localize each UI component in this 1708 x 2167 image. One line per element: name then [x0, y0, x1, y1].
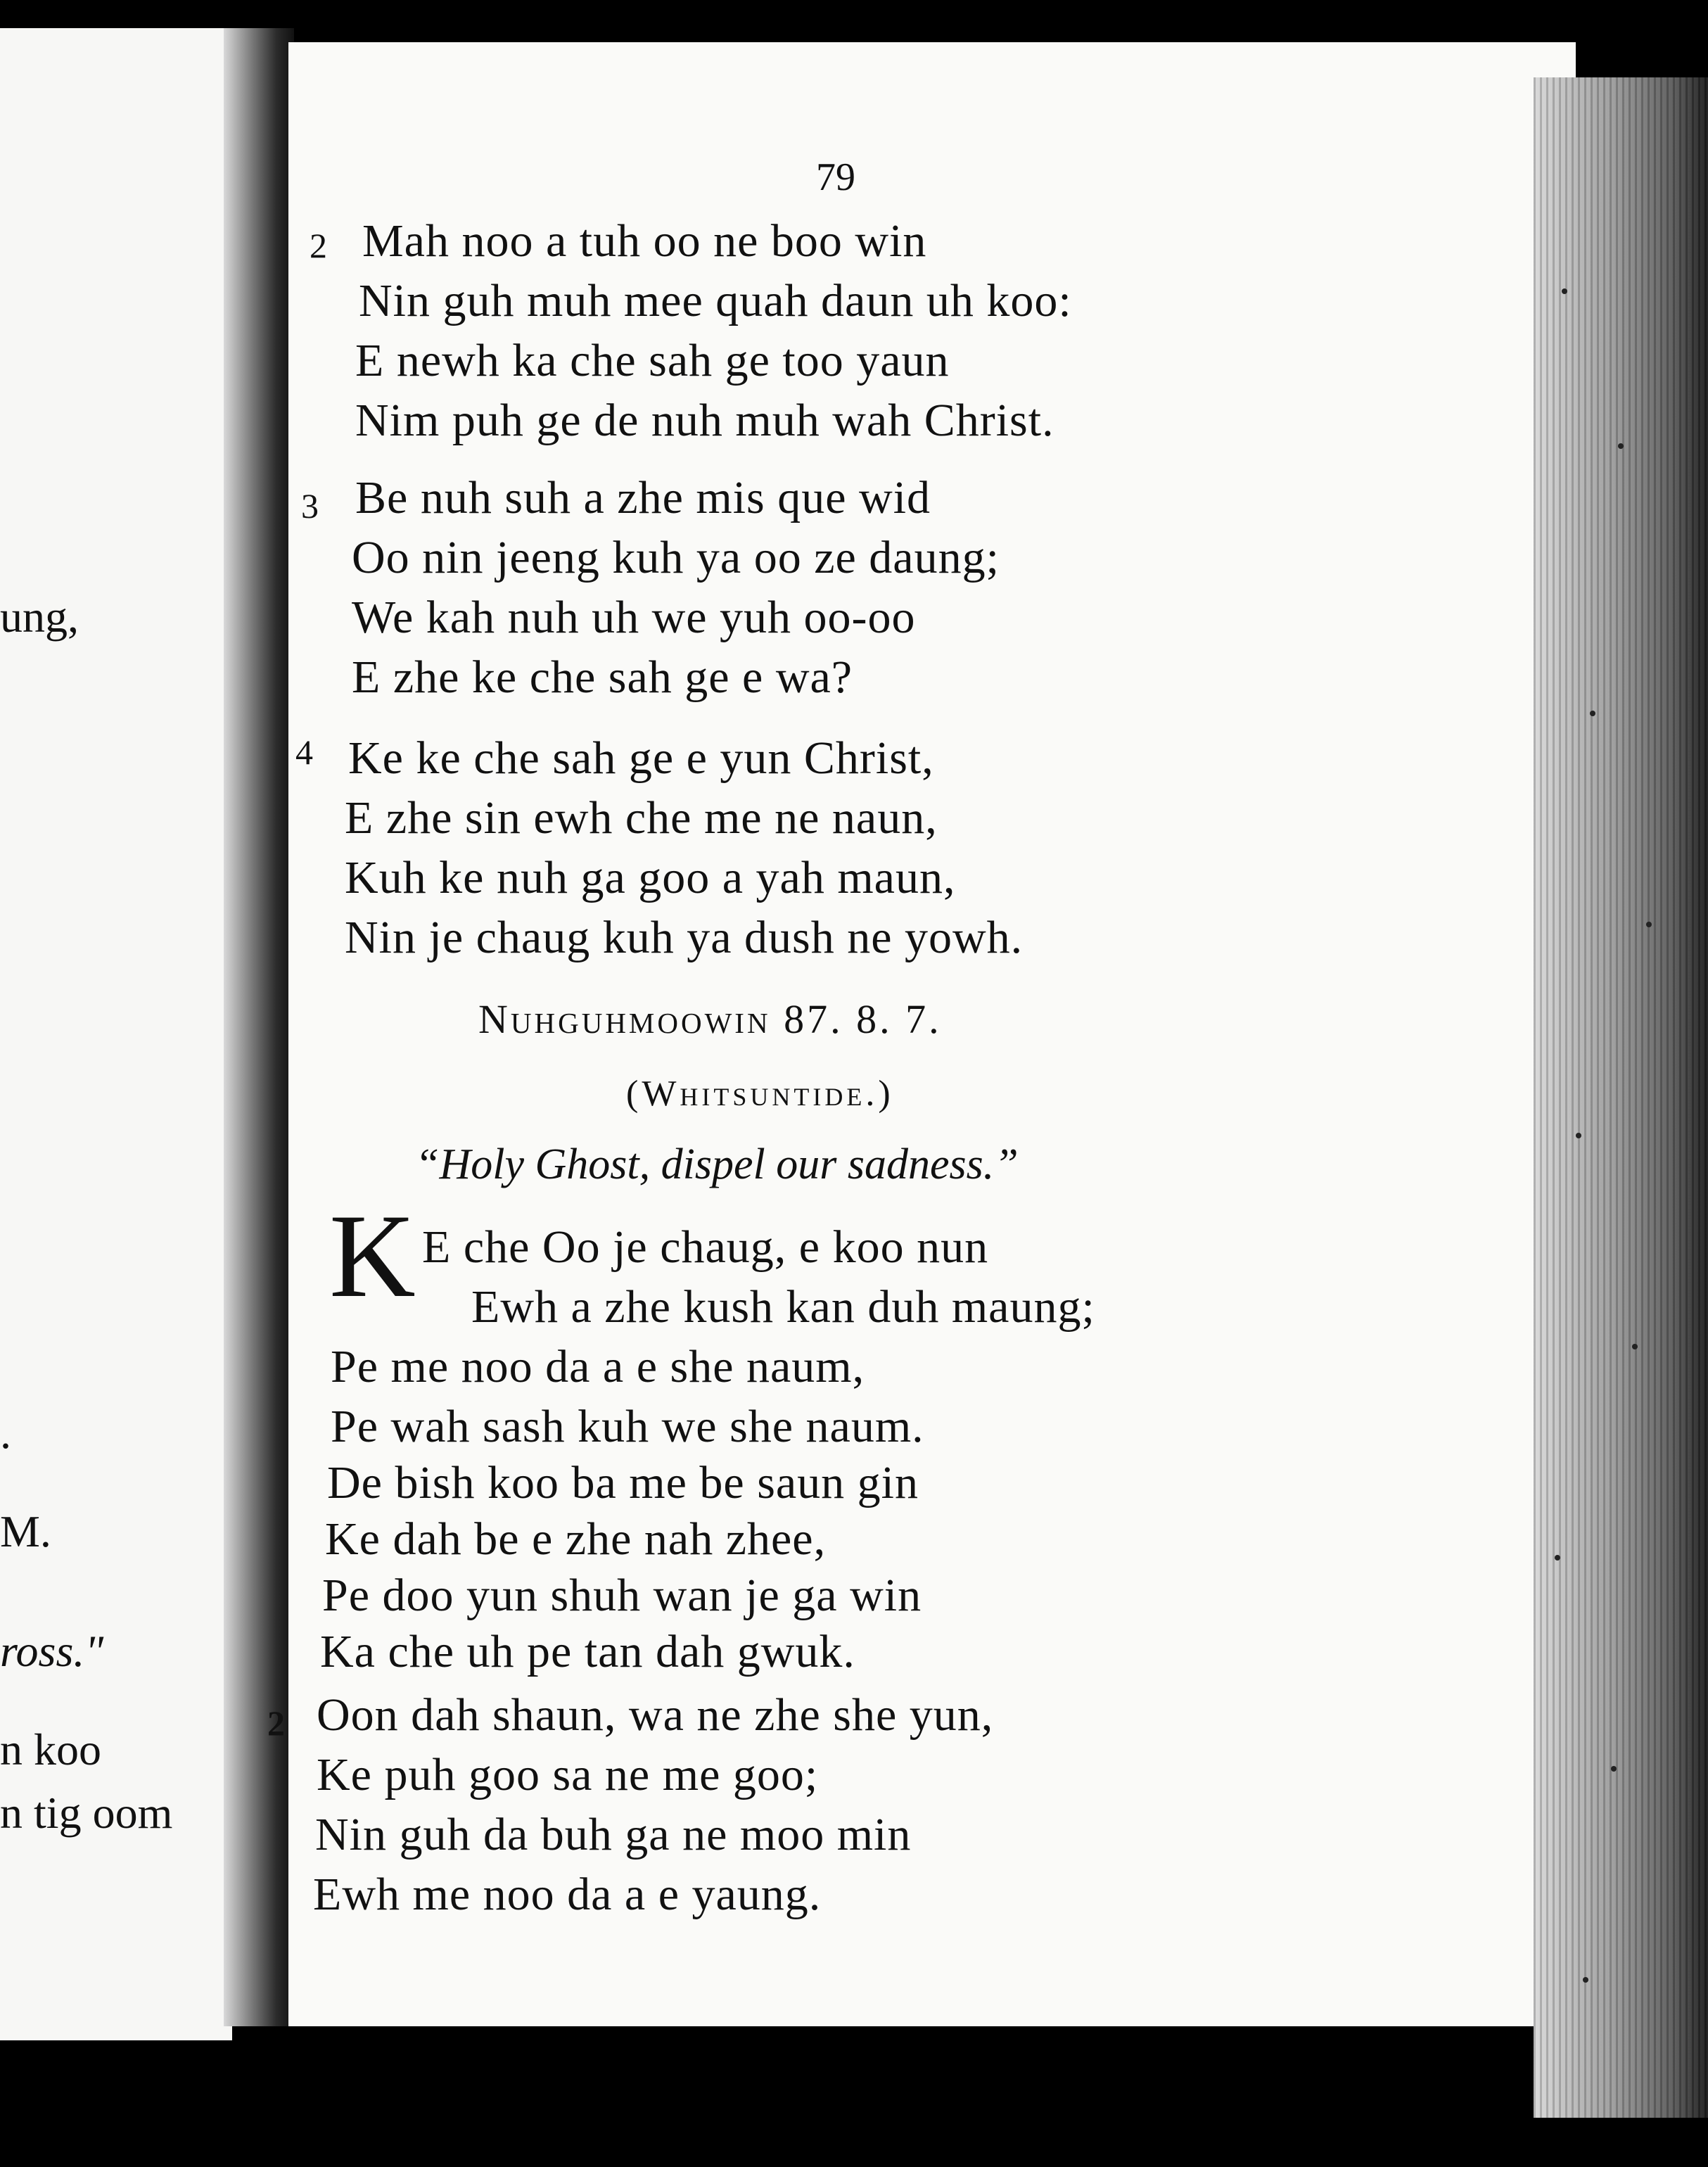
verse-line: Nin je chaug kuh ya dush ne yowh.: [345, 912, 1024, 963]
hymn-heading: Nuhguhmoowin 87. 8. 7.: [478, 996, 942, 1042]
verse-line: We kah nuh uh we yuh oo-oo: [352, 592, 916, 643]
verse-line: Ke puh goo sa ne me goo;: [317, 1749, 819, 1800]
verse-line: Ke dah be e zhe nah zhee,: [325, 1513, 827, 1565]
verse-line: E newh ka che sah ge too yaun: [355, 335, 950, 386]
stanza-number: 4: [295, 732, 313, 772]
hymn-epigraph: “Holy Ghost, dispel our sadness.”: [415, 1140, 1019, 1188]
verse-line: Pe me noo da a e she naum,: [331, 1341, 865, 1392]
left-fragment: n koo: [0, 1724, 101, 1774]
left-fragment: ung,: [0, 592, 79, 642]
verse-line: Ke ke che sah ge e yun Christ,: [348, 732, 934, 784]
verse-line: Ka che uh pe tan dah gwuk.: [320, 1626, 855, 1677]
verse-line: E zhe sin ewh che me ne naun,: [345, 792, 938, 844]
page-number: 79: [816, 155, 855, 199]
page-edges: [1534, 77, 1708, 2118]
verse-line: E che Oo je chaug, e koo nun: [422, 1221, 989, 1273]
verse-line: Oo nin jeeng kuh ya oo ze daung;: [352, 532, 1000, 583]
verse-line: Be nuh suh a zhe mis que wid: [355, 472, 931, 523]
verse-line: Nim puh ge de nuh muh wah Christ.: [355, 395, 1054, 446]
stanza-number: 2: [310, 226, 327, 265]
verse-line: Mah noo a tuh oo ne boo win: [362, 215, 927, 267]
left-fragment: ross.": [0, 1626, 104, 1676]
verse-line: Nin guh da buh ga ne moo min: [315, 1809, 912, 1860]
verse-line: Pe doo yun shuh wan je ga win: [322, 1570, 922, 1621]
hymn-subtitle: (Whitsuntide.): [626, 1074, 894, 1114]
verse-line: Pe wah sash kuh we she naum.: [331, 1401, 924, 1452]
stanza-number: 2: [267, 1703, 285, 1743]
verse-line: Ewh me noo da a e yaung.: [313, 1869, 822, 1920]
left-fragment: .: [0, 1408, 11, 1458]
drop-cap: K: [329, 1190, 416, 1322]
verse-line: E zhe ke che sah ge e wa?: [352, 652, 853, 703]
verse-line: Oon dah shaun, wa ne zhe she yun,: [317, 1689, 994, 1741]
left-fragment: n tig oom: [0, 1788, 173, 1838]
left-page: [0, 28, 232, 2040]
stanza-number: 3: [301, 486, 319, 526]
verse-line: Ewh a zhe kush kan duh maung;: [471, 1281, 1095, 1333]
left-fragment: M.: [0, 1506, 51, 1556]
verse-line: Kuh ke nuh ga goo a yah maun,: [345, 852, 956, 903]
verse-line: Nin guh muh mee quah daun uh koo:: [359, 275, 1072, 326]
verse-line: De bish koo ba me be saun gin: [327, 1457, 919, 1508]
